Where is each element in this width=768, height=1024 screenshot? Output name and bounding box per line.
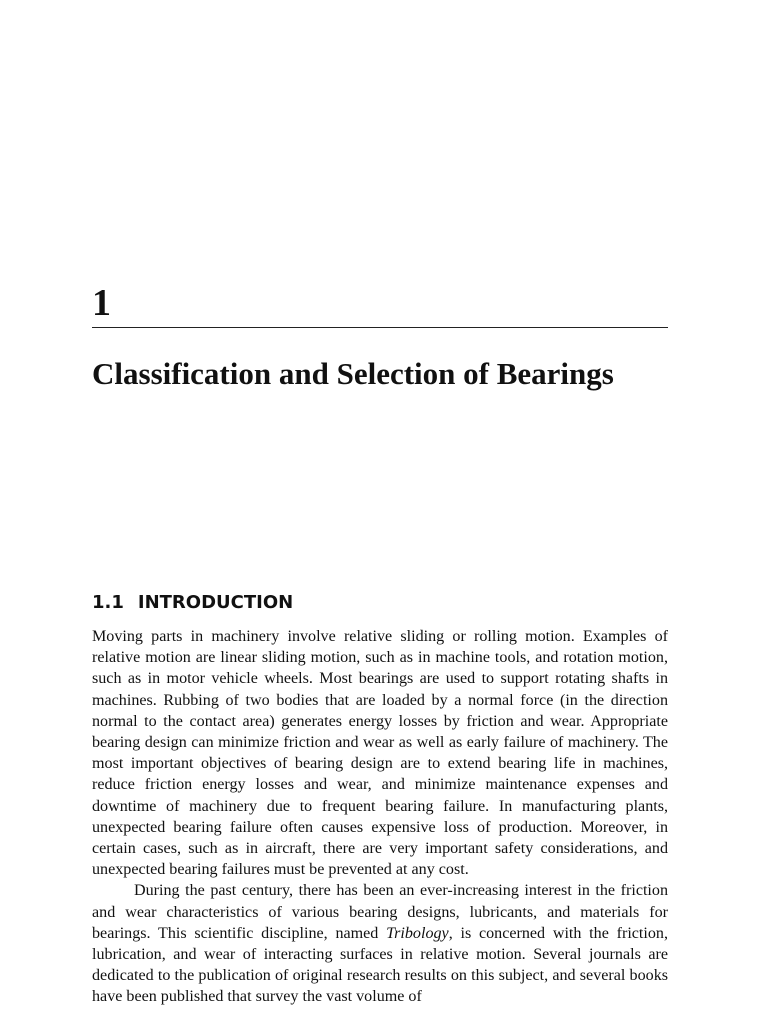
- section-number: 1.1: [92, 592, 124, 613]
- section-heading: [92, 591, 293, 615]
- paragraph-2-text-start: During the past century, there has been an ever-increasing interest in the friction and wear characteristics of various bearing designs, lubricants, and materials for bearings. This scientific discipline, named: [92, 882, 668, 942]
- body-text: [92, 626, 668, 1008]
- paragraph-1: Moving parts in machinery involve relative sliding or rolling motion. Examples of relative motion are linear sliding motion, such as in machine tools, and rotation motion, such as in motor vehicle wheels. Most bearings are used to support rotating shafts in machines. Rubbing of two bodies that are loaded by a normal force (in the direction normal to the contact area) generates energy losses by friction and wear. Appropriate bearing design can minimize friction and wear as well as early failure of machinery. The most important objectives of bearing design are to extend bearing life in machines, reduce friction energy losses and wear, and minimize maintenance expenses and downtime of machinery due to frequent bearing failure. In manufacturing plants, unexpected bearing failure often causes expensive loss of production. Moreover, in certain cases, such as in aircraft, there are very important safety considerations, and unexpected bearing failures must be prevented at any cost.: [92, 628, 668, 879]
- paragraph-2: [92, 880, 668, 1007]
- section-title: INTRODUCTION: [137, 592, 294, 613]
- chapter-number: 1: [92, 282, 111, 324]
- chapter-title: Classification and Selection of Bearings: [92, 356, 614, 391]
- paragraph-2-text-end: , is concerned with the friction, lubrication, and wear of interacting surfaces in relative motion. Several journals are dedicated to the publication of original research results on this subject, and several books have been published that survey the vast volume of: [92, 924, 668, 1006]
- emphasized-term: Tribology: [386, 924, 449, 942]
- chapter-divider: [92, 327, 668, 328]
